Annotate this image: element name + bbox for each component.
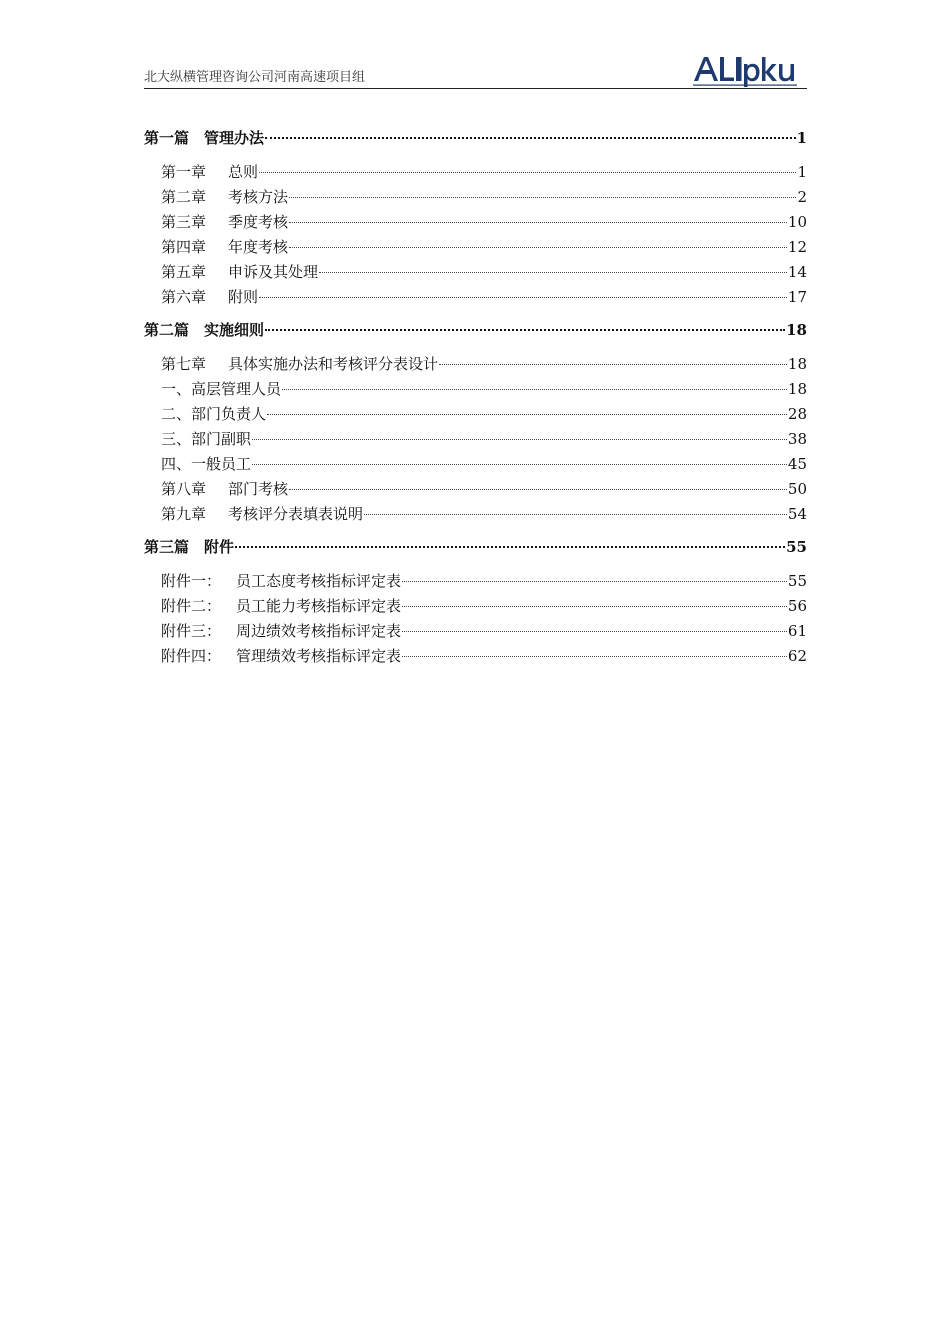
toc-page-number: 1 [796, 129, 807, 147]
allpku-logo [692, 53, 807, 87]
page-header [144, 52, 807, 89]
toc-part-label: 第三篇 附件 [144, 538, 235, 556]
toc-entry-number: 第六章 [161, 288, 207, 306]
toc-page-number: 50 [787, 480, 807, 498]
toc-entry-number: 第一章 [161, 163, 207, 181]
dot-leader [259, 297, 787, 298]
toc-part-1[interactable] [144, 126, 807, 151]
dot-leader [289, 247, 787, 248]
dot-leader [402, 656, 787, 657]
toc-entry-title: 总则 [228, 163, 259, 181]
toc-entry-title: 申诉及其处理 [228, 263, 319, 281]
toc-entry-title: 一、高层管理人员 [161, 380, 282, 398]
toc-part-3[interactable] [144, 535, 807, 560]
toc-entry[interactable] [144, 160, 807, 185]
toc-page-number: 28 [787, 405, 807, 423]
toc-entry-number: 附件二： [161, 597, 222, 615]
toc-entry-title: 员工态度考核指标评定表 [236, 572, 402, 590]
toc-page-number: 12 [787, 238, 807, 256]
toc-page-number: 38 [787, 430, 807, 448]
dot-leader [265, 329, 785, 331]
toc-entry-number: 第九章 [161, 505, 207, 523]
toc-entry[interactable] [144, 644, 807, 669]
toc-entry-number: 第八章 [161, 480, 207, 498]
toc-entry-number: 附件四： [161, 647, 222, 665]
toc-entry-title: 四、一般员工 [161, 455, 252, 473]
toc-entry[interactable] [144, 502, 807, 527]
toc-entry[interactable] [144, 402, 807, 427]
toc-entry[interactable] [144, 185, 807, 210]
dot-leader [439, 364, 787, 365]
toc-entry-number: 第三章 [161, 213, 207, 231]
dot-leader [259, 172, 796, 173]
toc-page-number: 55 [787, 572, 807, 590]
toc-entry[interactable] [144, 210, 807, 235]
toc-entry-title: 二、部门负责人 [161, 405, 267, 423]
toc-entry-number: 第七章 [161, 355, 207, 373]
toc-page-number: 10 [787, 213, 807, 231]
dot-leader [402, 581, 787, 582]
toc-entry-title: 附则 [228, 288, 259, 306]
dot-leader [289, 197, 796, 198]
dot-leader [289, 489, 787, 490]
toc-entry[interactable] [144, 569, 807, 594]
dot-leader [319, 272, 787, 273]
toc-entry[interactable] [144, 427, 807, 452]
toc-page-number: 17 [787, 288, 807, 306]
toc-page-number: 18 [786, 321, 807, 339]
dot-leader [282, 389, 787, 390]
dot-leader [289, 222, 787, 223]
toc-page-number: 18 [787, 355, 807, 373]
toc-entry[interactable] [144, 377, 807, 402]
toc-entry[interactable] [144, 452, 807, 477]
toc-entry-title: 季度考核 [228, 213, 289, 231]
dot-leader [235, 546, 785, 548]
toc-page-number: 2 [797, 188, 807, 206]
toc-entry-title: 考核方法 [228, 188, 289, 206]
toc-entry[interactable] [144, 235, 807, 260]
toc-entry-title: 员工能力考核指标评定表 [236, 597, 402, 615]
toc-entry-title: 部门考核 [228, 480, 289, 498]
toc-entry-title: 三、部门副职 [161, 430, 252, 448]
toc-entry[interactable] [144, 285, 807, 310]
toc-entry-number: 第二章 [161, 188, 207, 206]
dot-leader [267, 414, 787, 415]
dot-leader [265, 137, 796, 139]
dot-leader [252, 464, 787, 465]
dot-leader [252, 439, 787, 440]
toc-entry-title: 周边绩效考核指标评定表 [236, 622, 402, 640]
toc-page-number: 61 [787, 622, 807, 640]
toc-page-number: 54 [787, 505, 807, 523]
toc-page-number: 1 [797, 163, 807, 181]
toc-entry-number: 第四章 [161, 238, 207, 256]
toc-page-number: 62 [787, 647, 807, 665]
toc-part-label: 第二篇 实施细则 [144, 321, 265, 339]
toc-entry-number: 第五章 [161, 263, 207, 281]
toc-page-number: 56 [787, 597, 807, 615]
table-of-contents [144, 126, 807, 669]
toc-entry[interactable] [144, 594, 807, 619]
dot-leader [402, 631, 787, 632]
toc-part-label: 第一篇 管理办法 [144, 129, 265, 147]
toc-entry-title: 考核评分表填表说明 [228, 505, 364, 523]
toc-entry-title: 年度考核 [228, 238, 289, 256]
toc-entry[interactable] [144, 619, 807, 644]
toc-page-number: 18 [787, 380, 807, 398]
toc-entry-title: 具体实施办法和考核评分表设计 [228, 355, 439, 373]
toc-entry-number: 附件一： [161, 572, 222, 590]
toc-entry[interactable] [144, 477, 807, 502]
toc-page-number: 55 [786, 538, 807, 556]
toc-entry[interactable] [144, 352, 807, 377]
toc-entry-number: 附件三： [161, 622, 222, 640]
toc-page-number: 45 [787, 455, 807, 473]
header-title: 北大纵横管理咨询公司河南高速项目组 [144, 70, 366, 85]
toc-entry[interactable] [144, 260, 807, 285]
toc-entry-title: 管理绩效考核指标评定表 [236, 647, 402, 665]
toc-part-2[interactable] [144, 318, 807, 343]
toc-page-number: 14 [787, 263, 807, 281]
dot-leader [402, 606, 787, 607]
dot-leader [364, 514, 787, 515]
